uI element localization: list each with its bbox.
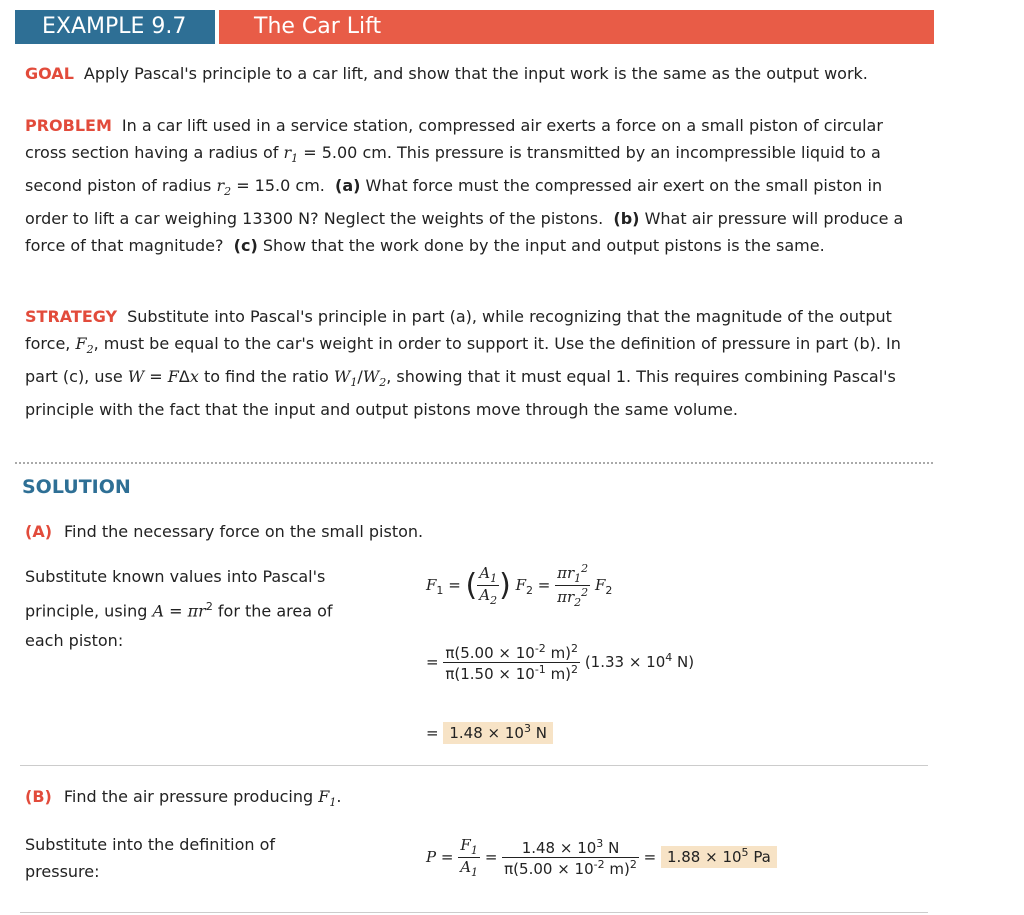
work-formula: W <box>127 367 145 387</box>
strategy-text-1: Substitute into Pascal's principle in part (a), while recognizing that the magnitude of the output force, <box>25 307 892 353</box>
part-b-label: (b) <box>613 209 640 229</box>
part-a-heading-text: Find the necessary force on the small piston. <box>64 522 424 541</box>
car-weight-value: (1.33 × 10 <box>584 653 666 671</box>
strategy-text-2: must be equal to the car's weight in order to support it. Use the definition of pressure in part (b). In part (c), use <box>25 334 901 387</box>
pressure-denominator: π(5.00 × 10 <box>504 860 594 878</box>
example-number: EXAMPLE 9.7 <box>15 10 215 44</box>
part-a-divider <box>20 765 928 766</box>
force-result-unit: N <box>530 724 547 742</box>
section-divider <box>15 462 933 464</box>
strategy-text-3: to find the ratio <box>203 367 329 387</box>
problem-paragraph <box>25 112 925 259</box>
force-result-box <box>443 722 553 744</box>
work-ratio: $W_1$ <box>333 367 358 390</box>
car-weight-unit: N) <box>672 653 695 671</box>
part-a-step-label: (A) <box>25 522 53 541</box>
part-a-description: Substitute known values into Pascal's principle, using $A = \pi r^2$ for the area of each piston: <box>25 567 333 651</box>
pascal-equation: $F_1$ = ( $\frac{A_1}{A_2}$ ) $F_2$ = $\frac{\pi r_1^2}{\pi r_2^2}$ $F_2$ <box>426 562 613 609</box>
part-b-heading: (B) Find the air pressure producing $F_1$. <box>25 787 342 810</box>
numerator-exponent: -2 <box>534 642 546 655</box>
part-a-label: (a) <box>335 176 361 196</box>
pressure-result-exponent: 5 <box>741 846 749 859</box>
pressure-equation: P = $\frac{F_1}{A_1}$ = $\frac{1.48 \times 10^3 N}{\pi(5.00 \times 10^{-2} m)^2}$ = $1.88 \times 10^5$ Pa <box>426 836 777 879</box>
numerator-value: π(5.00 × 10 <box>445 644 535 662</box>
pressure-denominator-unit: m) <box>604 860 630 878</box>
r2-symbol: $r_2$ <box>216 176 232 199</box>
pressure-numerator-exponent: 3 <box>596 837 604 850</box>
problem-text-2: = 5.00 cm. This pressure is transmitted by an incompressible liquid to a second piston of radius <box>25 143 881 196</box>
part-a-heading <box>25 518 423 545</box>
goal-label: GOAL <box>25 64 74 83</box>
part-b-question: What air pressure will produce a force of that magnitude? <box>25 209 904 256</box>
pressure-result-unit: Pa <box>748 848 771 866</box>
part-b-heading-text: Find the air pressure producing <box>63 787 314 806</box>
part-b-divider <box>20 912 928 913</box>
pressure-result-box <box>661 846 777 868</box>
part-a-desc-2: for the area of each piston: <box>25 601 333 651</box>
car-weight-exponent: 4 <box>665 651 673 664</box>
solution-heading: SOLUTION <box>22 476 131 498</box>
substituted-equation: = $\frac{\pi(5.00 \times 10^{-2} m)^2}{\pi(1.50 \times 10^{-1} m)^2}$ ($1.33 \times 10^4$ N) <box>426 642 695 683</box>
r1-symbol: $r_1$ <box>283 143 299 166</box>
pressure-numerator-unit: N <box>603 839 620 857</box>
strategy-label: STRATEGY <box>25 307 118 326</box>
pressure-result: 1.88 × 10 <box>666 848 742 866</box>
strategy-text-4: showing that it must equal 1. This requires combining Pascal's principle with the fact that the input and output pistons move through the same volume. <box>25 367 896 420</box>
numerator-unit: m) <box>545 644 572 662</box>
strategy-paragraph: STRATEGY Substitute into Pascal's principle in part (a), while recognizing that the magnitude of the output force, $F_2$, must be equal to the car's weight in order to support it. Use the definition of pressure in part (b). In part (c), use W = FΔx to find the ratio $W_1/W_2$, showing that it must equal 1. This requires combining Pascal's principle with the fact that the input and output pistons move through the same volume. <box>25 307 901 420</box>
pressure-numerator: 1.48 × 10 <box>521 839 597 857</box>
part-a-result: = $1.48 \times 10^3$ N <box>426 722 553 742</box>
part-b-description: Substitute into the definition of pressure: <box>25 835 276 881</box>
problem-text-3: = 15.0 cm. <box>236 176 325 196</box>
part-c-label: (c) <box>233 236 258 256</box>
problem-label: PROBLEM <box>25 116 112 135</box>
force-result-exponent: 3 <box>523 722 531 735</box>
pressure-denominator-exponent: -2 <box>593 858 605 871</box>
goal-text: Apply Pascal's principle to a car lift, and show that the input work is the same as the output work. <box>83 64 868 83</box>
area-formula: A <box>152 601 165 621</box>
part-a-question: What force must the compressed air exert on the small piston in order to lift a car weighing 13300 N? Neglect the weights of the pistons. <box>25 176 883 229</box>
denominator-exponent: -1 <box>534 663 546 676</box>
f2-symbol: $F_2$ <box>75 334 94 357</box>
goal-paragraph <box>25 60 935 87</box>
part-b-step-label: (B) <box>25 787 52 806</box>
denominator-value: π(1.50 × 10 <box>445 665 535 683</box>
problem-text-1: In a car lift used in a service station, compressed air exerts a force on a small piston of circular cross section having a radius of <box>25 116 883 162</box>
part-c-question: Show that the work done by the input and output pistons is the same. <box>262 236 825 256</box>
part-a-desc-1: Substitute known values into Pascal's principle, using <box>25 567 326 621</box>
example-title: The Car Lift <box>219 10 934 44</box>
denominator-unit: m) <box>545 665 572 683</box>
force-result: 1.48 × 10 <box>449 724 524 742</box>
f1-symbol: $F_1$ <box>318 787 337 810</box>
